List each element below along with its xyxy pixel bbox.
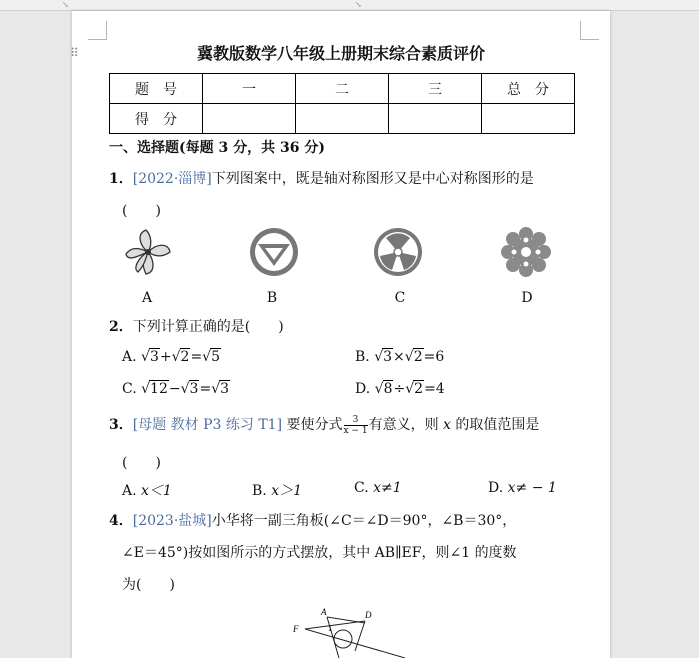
question-3: 3．[母题 教材 P3 练习 T1] 要使分式 $\frac{3}{x - 1}$ 有意义，则 x 的取值范围是 [109,414,540,436]
question-text: 下列图案中，既是轴对称图形又是中心对称图形的是 [211,171,534,187]
option-label: C [394,290,406,306]
question-4: 4．[2023·盐城]小华将一副三角板(∠C＝∠D＝90°，∠B＝30°， [109,513,517,529]
option-a: A. x＜1 [122,483,172,499]
drag-handle-icon[interactable]: ⠿ [70,46,79,60]
table-cell: 得 分 [110,104,203,134]
page-title: 冀教版数学八年级上册期末综合素质评价 [196,44,485,63]
table-cell[interactable] [482,104,575,134]
chrysanthemum-icon [500,226,552,278]
ruler-bar [0,0,699,11]
option-d: D. x≠ − 1 [488,480,557,496]
option-d: D. √8÷√2=4 [355,381,445,397]
table-cell[interactable] [389,104,482,134]
answer-blank: ( ) [122,203,161,219]
question-text: 下列计算正确的是( ) [132,319,284,335]
table-cell: 三 [389,74,482,104]
question-2 [109,316,284,336]
shield-emblem-icon [248,226,300,278]
table-row [110,74,575,104]
question-1 [109,168,534,188]
bauhinia-flower-icon [122,226,174,278]
table-cell[interactable] [296,104,389,134]
figure-label: 1 [328,624,332,633]
option-c: C. √12−√3=√3 [122,381,230,397]
triangle-figure [287,601,417,658]
option-label: D [521,290,533,306]
crop-mark [88,21,107,40]
question-source: [2023·盐城] [132,513,212,529]
indent-marker-icon[interactable]: ↘ [355,0,362,9]
table-cell: 一 [203,74,296,104]
option-c: C. x≠1 [354,480,402,496]
table-cell[interactable] [203,104,296,134]
document-page [72,11,610,658]
question-number: 2． [109,319,133,335]
option-b: B. √3×√2=6 [355,349,445,365]
fraction: $\frac{3}{x - 1}$ [343,414,368,436]
question-number: 1． [109,171,133,187]
figure-label: D [365,610,372,620]
option-b: B. x＞1 [252,483,303,499]
figure-label: F [293,624,299,634]
section-heading: 一、选择题(每题 3 分，共 36 分) [109,140,325,156]
answer-blank: ( ) [122,455,161,471]
question-source: [母题 教材 P3 练习 T1] [132,417,283,433]
radiation-emblem-icon [372,226,424,278]
figure-label: A [321,607,327,617]
option-label: B [266,290,278,306]
question-number: 3． [109,417,133,433]
question-source: [2022·淄博] [132,171,212,187]
score-table [109,73,575,134]
table-cell: 二 [296,74,389,104]
table-cell: 总 分 [482,74,575,104]
question-4-line: ∠E＝45°)按如图所示的方式摆放，其中 AB∥EF，则∠1 的度数 [122,545,517,561]
table-cell: 题 号 [110,74,203,104]
option-label: A [141,290,153,306]
question-4-line: 为( ) [122,577,175,593]
crop-mark [580,21,599,40]
question-number: 4． [109,513,133,529]
table-row [110,104,575,134]
option-a: A. √3+√2=√5 [122,349,221,365]
indent-marker-icon[interactable]: ↘ [62,0,69,9]
